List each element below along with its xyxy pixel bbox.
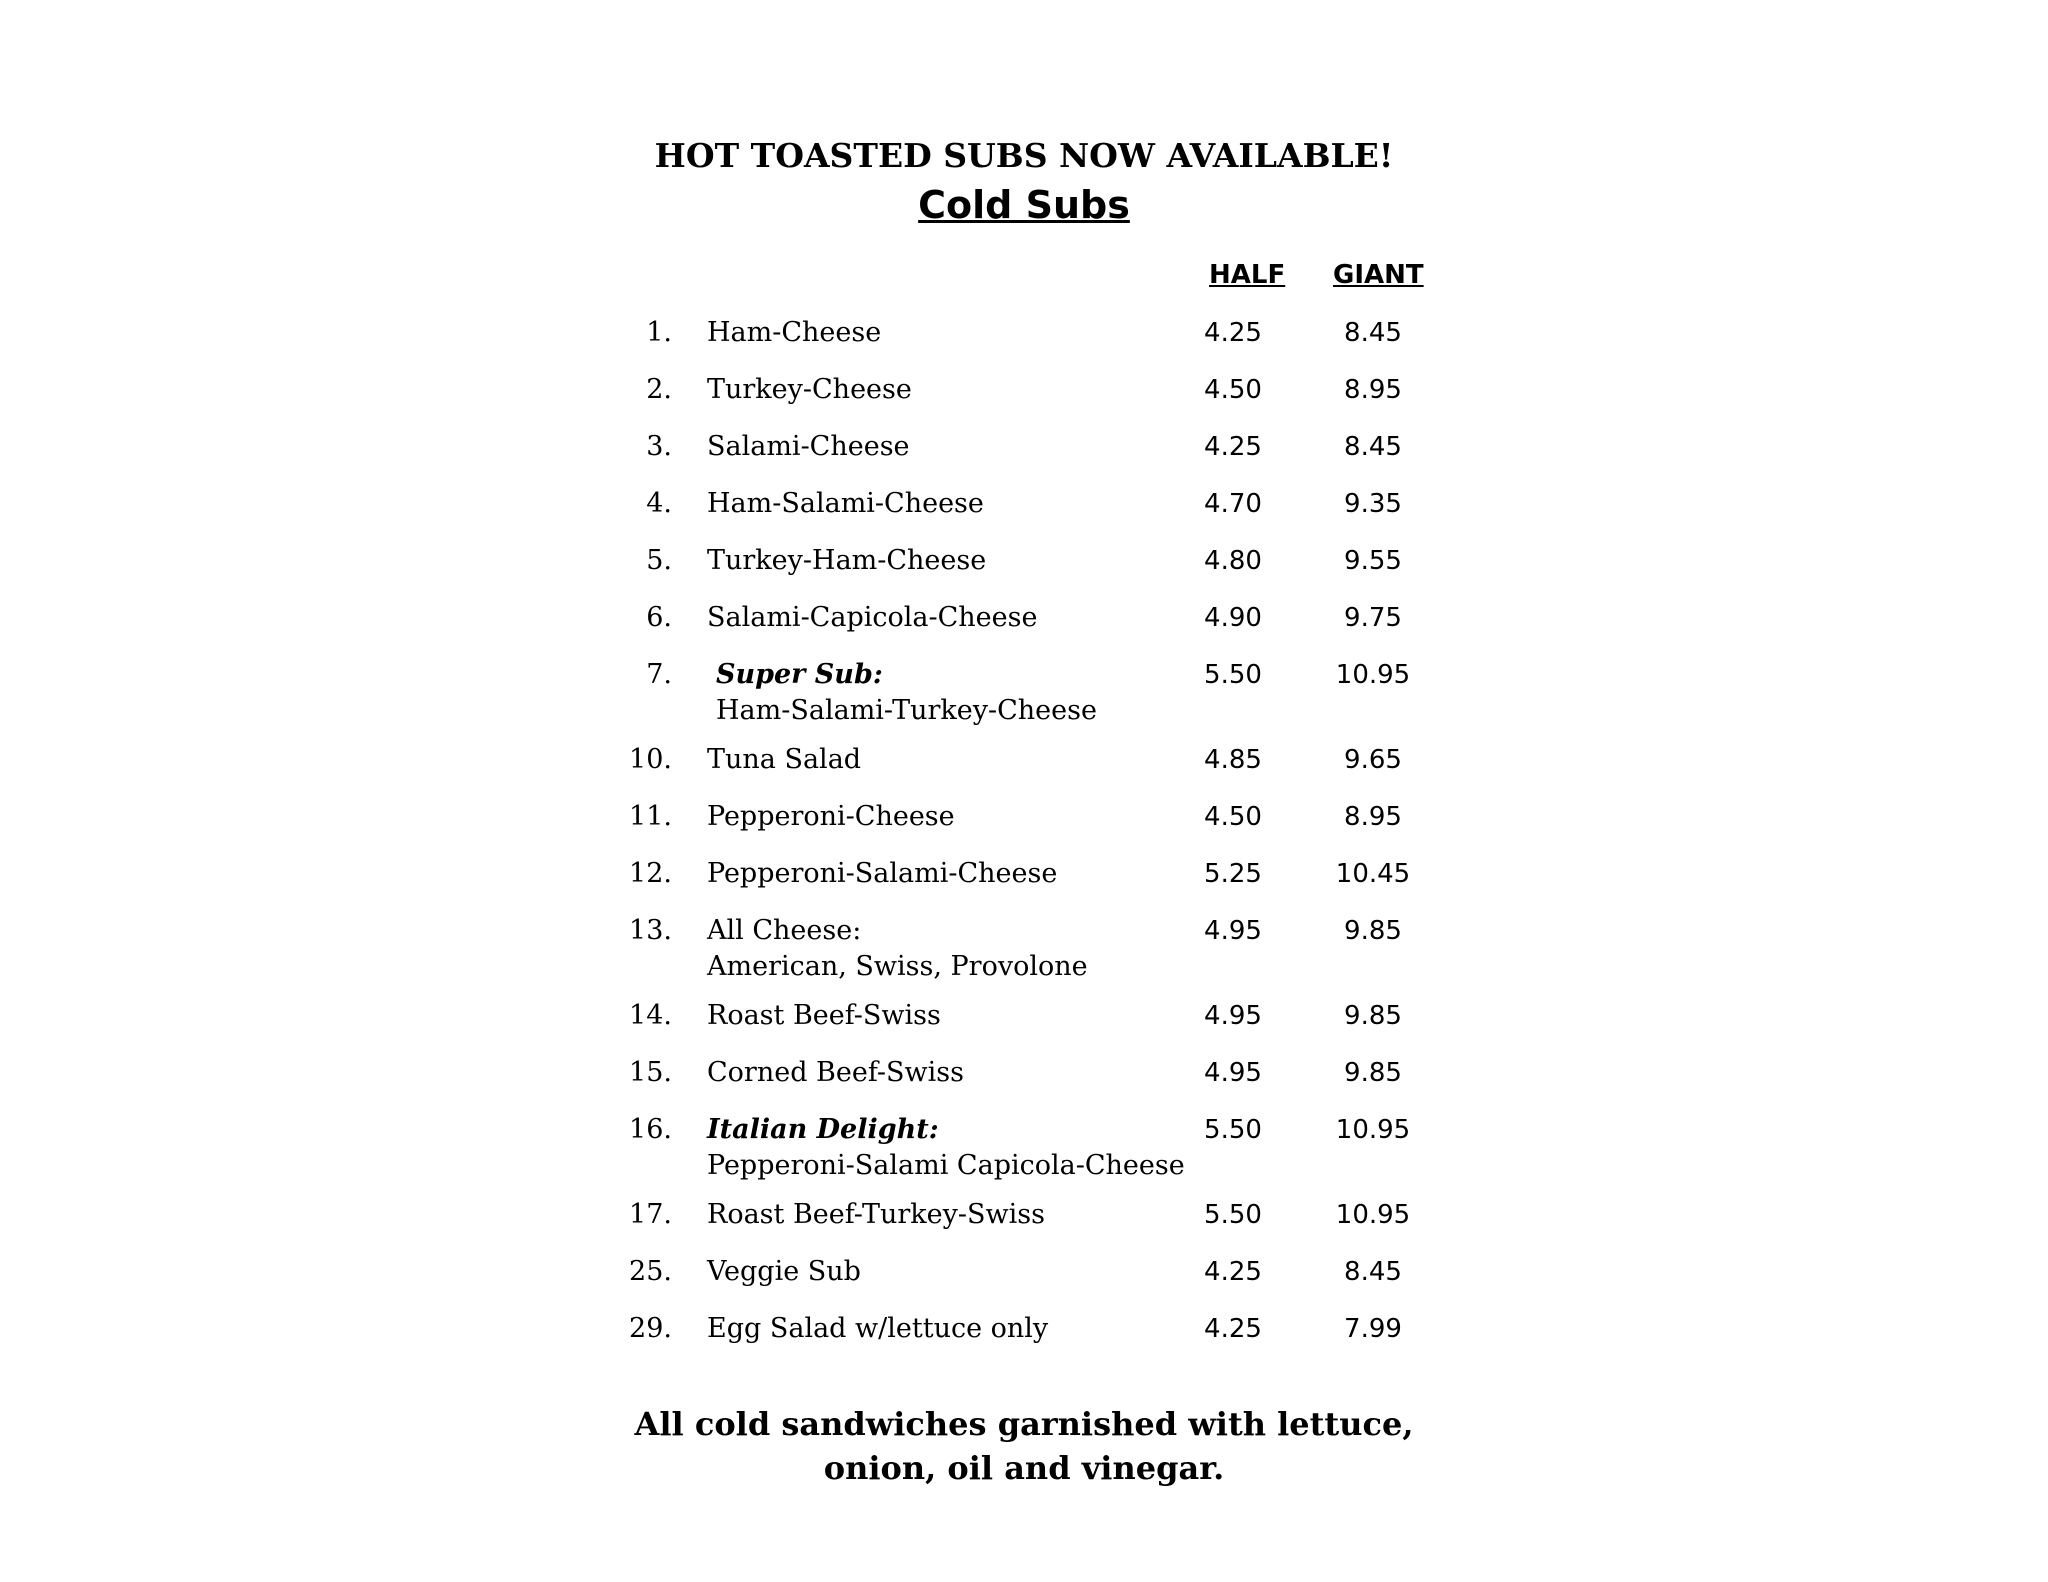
item-number: 2. [646, 374, 672, 405]
half-price: 4.25 [1204, 1257, 1262, 1287]
giant-column-header: GIANT [1333, 260, 1424, 290]
giant-price: 9.85 [1344, 1058, 1402, 1088]
half-price: 4.25 [1204, 318, 1262, 348]
item-number: 12. [629, 858, 672, 889]
item-name: Egg Salad w/lettuce only [707, 1313, 1049, 1344]
item-number: 6. [646, 602, 672, 633]
headline: HOT TOASTED SUBS NOW AVAILABLE! [654, 136, 1394, 175]
giant-price: 9.85 [1344, 916, 1402, 946]
item-name: Tuna Salad [707, 744, 862, 775]
item-number: 15. [629, 1057, 672, 1088]
half-price: 4.25 [1204, 432, 1262, 462]
item-name [716, 657, 1097, 729]
half-price: 4.50 [1204, 375, 1262, 405]
half-price: 5.25 [1204, 859, 1262, 889]
item-name: Turkey-Ham-Cheese [707, 545, 987, 576]
item-number: 5. [646, 545, 672, 576]
item-description: Ham-Salami-Turkey-Cheese [716, 695, 1097, 726]
giant-price: 10.95 [1335, 660, 1411, 690]
item-description: American, Swiss, Provolone [707, 951, 1088, 982]
item-title: All Cheese: [707, 915, 862, 946]
item-number: 7. [646, 659, 672, 690]
half-price: 4.25 [1204, 1314, 1262, 1344]
item-name: Salami-Cheese [707, 431, 910, 462]
giant-price: 8.95 [1344, 375, 1402, 405]
footer-note [0, 1402, 2048, 1490]
item-name: Corned Beef-Swiss [707, 1057, 964, 1088]
giant-price: 8.45 [1344, 318, 1402, 348]
footer-line-2: onion, oil and vinegar. [823, 1449, 1225, 1487]
page-title: Cold Subs [918, 183, 1130, 227]
item-name: Ham-Cheese [707, 317, 882, 348]
item-name: Pepperoni-Cheese [707, 801, 955, 832]
item-number: 4. [646, 488, 672, 519]
item-name [707, 913, 1088, 985]
item-title: Super Sub: [716, 659, 883, 690]
item-number: 11. [629, 801, 672, 832]
item-number: 16. [629, 1114, 672, 1145]
half-price: 4.95 [1204, 916, 1262, 946]
giant-price: 7.99 [1344, 1314, 1402, 1344]
item-name: Pepperoni-Salami-Cheese [707, 858, 1058, 889]
giant-price: 9.85 [1344, 1001, 1402, 1031]
item-name: Roast Beef-Turkey-Swiss [707, 1199, 1045, 1230]
half-price: 4.70 [1204, 489, 1262, 519]
half-price: 4.80 [1204, 546, 1262, 576]
half-price: 5.50 [1204, 1115, 1262, 1145]
giant-price: 10.95 [1335, 1200, 1411, 1230]
item-name: Salami-Capicola-Cheese [707, 602, 1038, 633]
half-price: 4.95 [1204, 1001, 1262, 1031]
item-title: Italian Delight: [707, 1114, 939, 1145]
item-name: Roast Beef-Swiss [707, 1000, 941, 1031]
footer-line-1: All cold sandwiches garnished with lettuce, [634, 1405, 1414, 1443]
item-number: 1. [646, 317, 672, 348]
item-number: 25. [629, 1256, 672, 1287]
giant-price: 9.65 [1344, 745, 1402, 775]
giant-price: 10.45 [1335, 859, 1411, 889]
giant-price: 9.75 [1344, 603, 1402, 633]
half-price: 4.95 [1204, 1058, 1262, 1088]
giant-price: 8.95 [1344, 802, 1402, 832]
item-name: Veggie Sub [707, 1256, 861, 1287]
half-price: 5.50 [1204, 660, 1262, 690]
item-number: 13. [629, 915, 672, 946]
giant-price: 9.55 [1344, 546, 1402, 576]
giant-price: 9.35 [1344, 489, 1402, 519]
giant-price: 10.95 [1335, 1115, 1411, 1145]
item-number: 10. [629, 744, 672, 775]
half-column-header: HALF [1209, 260, 1286, 290]
giant-price: 8.45 [1344, 432, 1402, 462]
item-name [707, 1112, 1185, 1184]
half-price: 4.85 [1204, 745, 1262, 775]
item-name: Ham-Salami-Cheese [707, 488, 984, 519]
item-number: 3. [646, 431, 672, 462]
item-description: Pepperoni-Salami Capicola-Cheese [707, 1150, 1185, 1181]
item-number: 29. [629, 1313, 672, 1344]
item-number: 14. [629, 1000, 672, 1031]
half-price: 5.50 [1204, 1200, 1262, 1230]
half-price: 4.50 [1204, 802, 1262, 832]
item-name: Turkey-Cheese [707, 374, 912, 405]
half-price: 4.90 [1204, 603, 1262, 633]
giant-price: 8.45 [1344, 1257, 1402, 1287]
item-number: 17. [629, 1199, 672, 1230]
